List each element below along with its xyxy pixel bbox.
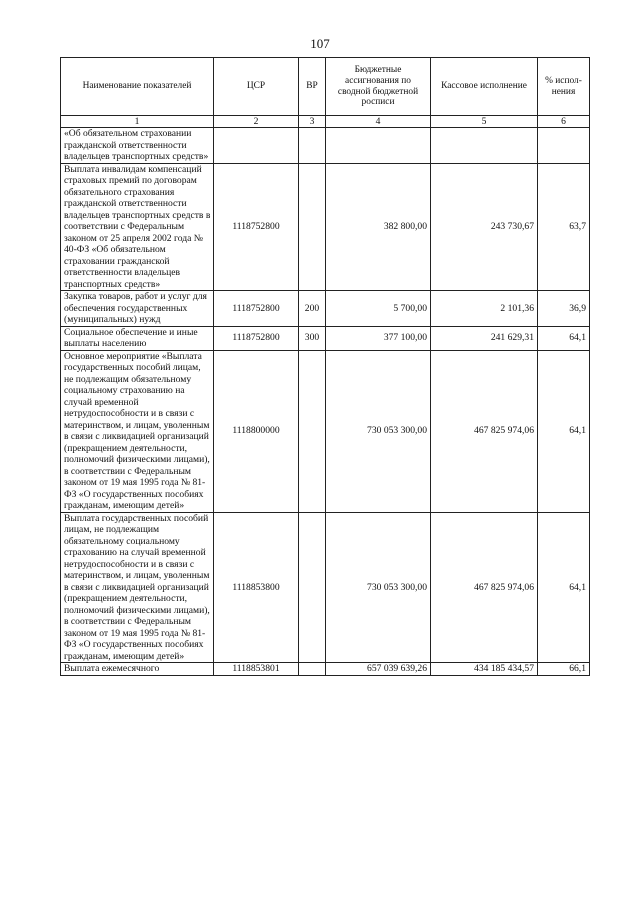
row-percent: 64,1 [538,350,590,512]
row-csr: 1118853800 [214,512,299,663]
header-cash: Кассовое исполнение [431,58,538,116]
row-csr: 1118752800 [214,326,299,350]
column-number: 3 [299,116,326,128]
row-name: Выплата инвалидам компенсаций страховых премий по договорам обязательного страхования гражданской ответственности владельцев транспортных средств в соответствии с Федеральным законом от 25 апреля 2002 года № 40-ФЗ «Об обязательном страховании гражданской ответственности владельцев транспортных средств» [61,163,214,291]
row-vr: 300 [299,326,326,350]
table-row [61,512,590,663]
row-percent: 66,1 [538,663,590,676]
table-row [61,350,590,512]
row-cash: 434 185 434,57 [431,663,538,676]
table-row [61,163,590,291]
row-budget: 730 053 300,00 [326,512,431,663]
row-cash: 243 730,67 [431,163,538,291]
row-cash: 467 825 974,06 [431,350,538,512]
header-csr: ЦСР [214,58,299,116]
row-vr [299,163,326,291]
header-budget: Бюджетные ассигнования по сводной бюджетной росписи [326,58,431,116]
row-name: Основное мероприятие «Выплата государственных пособий лицам, не подлежащим обязательному социальному страхованию на случай временной нетрудоспособности и в связи с материнством, и лицам, уволенным в связи с ликвидацией организаций (прекращением деятельности, полномочий физическими лицами), в соответствии с Федеральным законом от 19 мая 1995 года № 81-ФЗ «О государственных пособиях гражданам, имеющим детей» [61,350,214,512]
row-percent: 63,7 [538,163,590,291]
row-name: «Об обязательном страховании гражданской ответственности владельцев транспортных средств» [61,128,214,164]
row-budget: 5 700,00 [326,291,431,327]
row-csr: 1118752800 [214,291,299,327]
row-budget: 730 053 300,00 [326,350,431,512]
row-percent [538,128,590,164]
table-row [61,128,590,164]
row-percent: 64,1 [538,512,590,663]
row-name: Выплата ежемесячного [61,663,214,676]
row-vr [299,512,326,663]
row-vr [299,663,326,676]
table-row [61,291,590,327]
table-row [61,663,590,676]
row-csr: 1118800000 [214,350,299,512]
row-name: Социальное обеспечение и иные выплаты населению [61,326,214,350]
header-vr: ВР [299,58,326,116]
row-cash [431,128,538,164]
row-cash: 2 101,36 [431,291,538,327]
column-number: 6 [538,116,590,128]
column-number-row [61,116,590,128]
column-number: 1 [61,116,214,128]
row-csr [214,128,299,164]
row-percent: 64,1 [538,326,590,350]
row-budget: 377 100,00 [326,326,431,350]
column-number: 5 [431,116,538,128]
budget-table [60,57,590,676]
row-csr: 1118752800 [214,163,299,291]
row-name: Закупка товаров, работ и услуг для обеспечения государственных (муниципальных) нужд [61,291,214,327]
row-budget [326,128,431,164]
row-budget: 382 800,00 [326,163,431,291]
row-name: Выплата государственных пособий лицам, не подлежащим обязательному социальному страхованию на случай временной нетрудоспособности и в связи с материнством, и лицам, уволенным в связи с ликвидацией организаций (прекращением деятельности, полномочий физическими лицами), в соответствии с Федеральным законом от 19 мая 1995 года № 81-ФЗ «О государственных пособиях гражданам, имеющим детей» [61,512,214,663]
row-cash: 241 629,31 [431,326,538,350]
row-percent: 36,9 [538,291,590,327]
row-csr: 1118853801 [214,663,299,676]
header-row [61,58,590,116]
table-row [61,326,590,350]
row-budget: 657 039 639,26 [326,663,431,676]
row-vr [299,128,326,164]
column-number: 4 [326,116,431,128]
header-percent: % испол-нения [538,58,590,116]
row-vr [299,350,326,512]
column-number: 2 [214,116,299,128]
row-vr: 200 [299,291,326,327]
row-cash: 467 825 974,06 [431,512,538,663]
header-name: Наименование показателей [61,58,214,116]
page-number: 107 [310,36,330,51]
